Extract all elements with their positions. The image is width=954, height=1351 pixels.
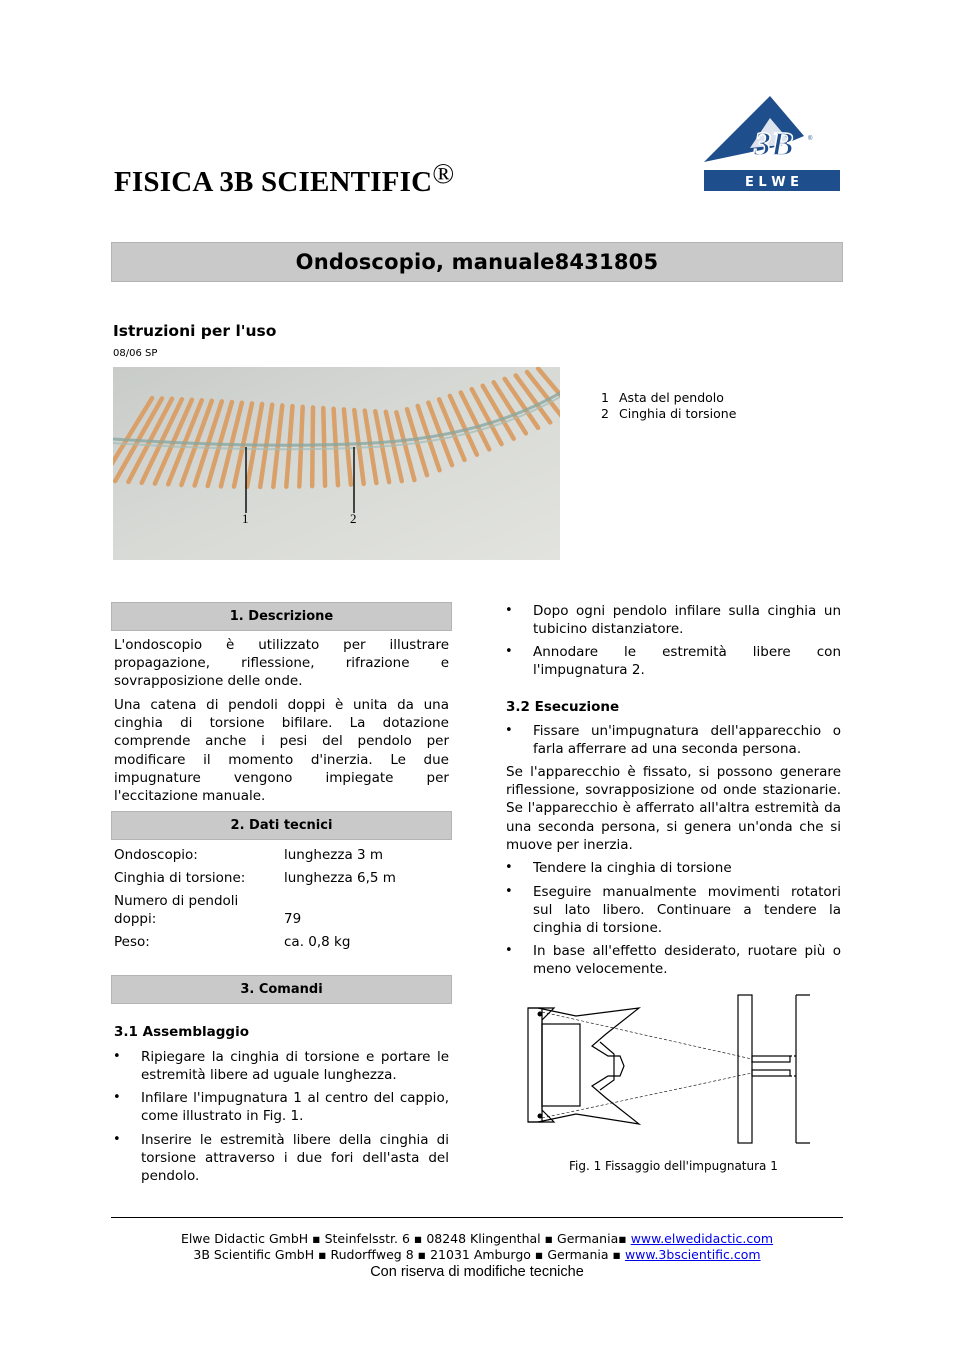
legend-item: 1 Asta del pendolo — [601, 390, 724, 405]
list-item: • Fissare un'impugnatura dell'apparecchio o farla afferrare ad una seconda persona. — [505, 722, 841, 758]
3bscientific-link[interactable]: www.3bscientific.com — [624, 1247, 761, 1262]
section-3-header: 3. Comandi — [111, 975, 452, 1004]
photo-legend — [601, 390, 736, 422]
footer-disclaimer: Con riserva di modifiche tecniche — [370, 1264, 584, 1280]
registered-mark: ® — [432, 158, 455, 190]
elwedidactic-link[interactable]: www.elwedidactic.com — [630, 1231, 774, 1246]
list-item: • Annodare le estremità libere con l'impugnatura 2. — [505, 643, 841, 679]
description-paragraph-1: L'ondoscopio è utilizzato per illustrare propagazione, riflessione, rifrazione e sovrapposizione delle onde. — [114, 637, 449, 690]
brand-title — [114, 158, 455, 199]
section-2-header: 2. Dati tecnici — [111, 811, 452, 840]
subsection-assembly-heading: 3.1 Assemblaggio — [114, 1024, 249, 1040]
logo-3b-text: 3B — [754, 126, 794, 163]
pendulum-rod — [323, 408, 325, 486]
list-item: • Infilare l'impugnatura 1 al centro del cappio, come illustrato in Fig. 1. — [113, 1089, 449, 1125]
photo-label-1: 1 — [242, 511, 249, 526]
description-paragraph-2: Una catena di pendoli doppi è unita da una cinghia di torsione bifilare. La dotazione comprende anche i pesi del pendolo per modificare il momento d'inerzia. Le due impugnature vengono impiegate per l'eccitazione manuale. — [114, 697, 449, 805]
wave-machine-photo — [113, 367, 560, 560]
list-item: • Inserire le estremità libere della cinghia di torsione attraverso i due fori dell'asta del pendolo. — [113, 1131, 449, 1186]
product-code: 8431805 — [554, 250, 659, 274]
list-item: • In base all'effetto desiderato, ruotare più o meno velocemente. — [505, 942, 841, 978]
date-code: 08/06 SP — [113, 348, 158, 359]
execution-paragraph: Se l'apparecchio è fissato, si possono generare riflessione, sovrapposizione od onde stazionarie. Se l'apparecchio è afferrato all'altra estremità da una seconda persona, si genera un'onda che si muove per inerzia. — [506, 764, 841, 853]
logo-registered-mark: ® — [808, 136, 813, 142]
pendulum-rod — [312, 408, 313, 487]
photo-label-2: 2 — [350, 511, 357, 526]
list-item: • Dopo ogni pendolo infilare sulla cinghia un tubicino distanziatore. — [505, 602, 841, 638]
instructions-heading: Istruzioni per l'uso — [113, 322, 277, 340]
figure-caption: Fig. 1 Fissaggio dell'impugnatura 1 — [569, 1159, 778, 1173]
footer-line-2: 3B Scientific GmbH ▪ Rudorffweg 8 ▪ 21031 Amburgo ▪ Germania ▪ www.3bscientific.com — [193, 1247, 761, 1262]
list-item: • Eseguire manualmente movimenti rotatori sul lato libero. Continuare a tendere la cinghia di torsione. — [505, 883, 841, 938]
product-name: Ondoscopio, manuale — [295, 250, 555, 274]
footer-divider — [111, 1217, 843, 1218]
list-item: • Tendere la cinghia di torsione — [505, 859, 841, 877]
product-title-bar — [111, 242, 843, 282]
list-item: • Ripiegare la cinghia di torsione e portare le estremità libere ad uguale lunghezza. — [113, 1048, 449, 1084]
3b-elwe-logo — [702, 94, 842, 194]
brand-text: FISICA 3B SCIENTIFIC — [114, 166, 433, 198]
handle-attachment-diagram — [524, 990, 816, 1148]
section-1-header: 1. Descrizione — [111, 602, 452, 631]
legend-item: 2 Cinghia di torsione — [601, 406, 737, 421]
logo-elwe-text: E L W E — [745, 175, 799, 190]
footer-line-1: Elwe Didactic GmbH ▪ Steinfelsstr. 6 ▪ 08248 Klingenthal ▪ Germania▪ www.elwedidactic.com — [180, 1231, 774, 1246]
subsection-execution-heading: 3.2 Esecuzione — [506, 699, 620, 715]
